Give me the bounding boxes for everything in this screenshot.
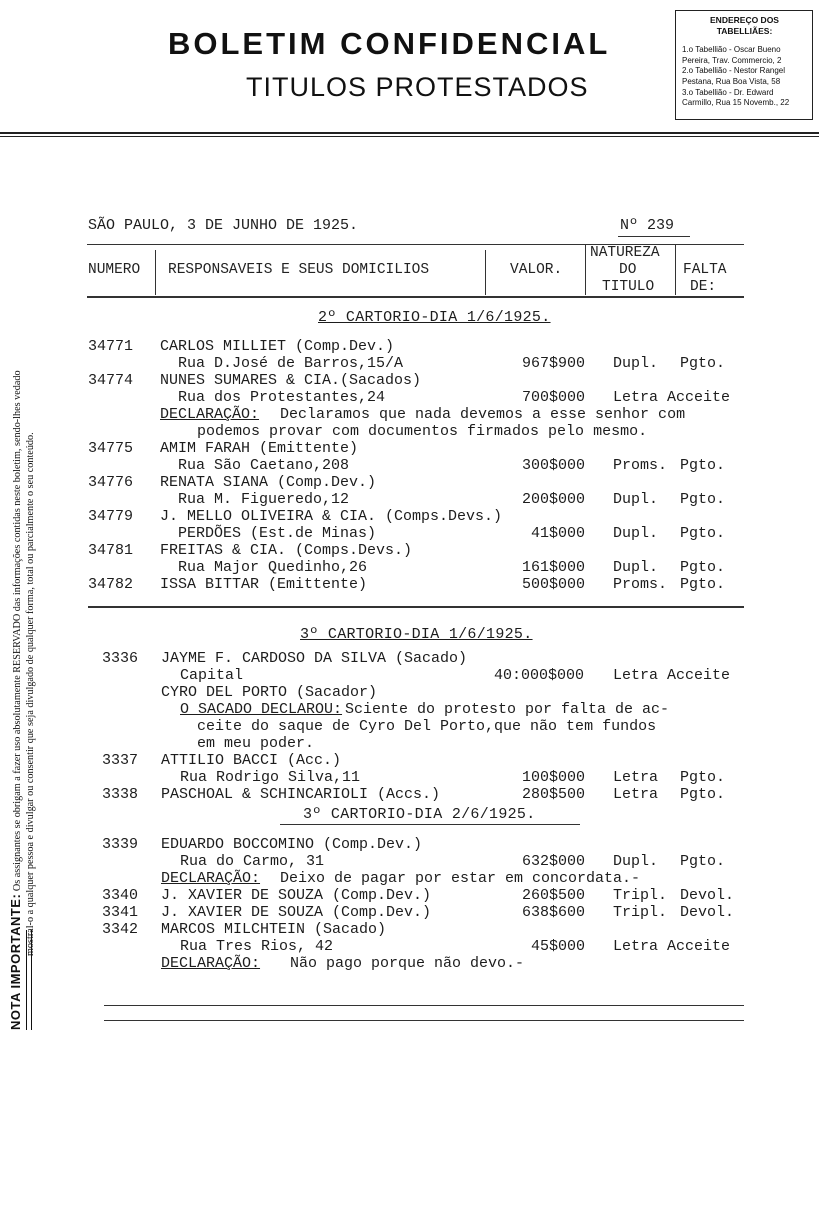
entry-text: CARLOS MILLIET (Comp.Dev.) (160, 338, 395, 355)
entry-type: Letra (613, 786, 659, 803)
entry-reason: Pgto. (680, 457, 726, 474)
entry-text: RENATA SIANA (Comp.Dev.) (160, 474, 377, 491)
section-title-underline (280, 824, 580, 825)
entry-value: 161$000 (522, 559, 586, 576)
closing-rule (104, 1005, 744, 1006)
entry-number: 34779 (88, 508, 134, 525)
entry-text: Capital (180, 667, 244, 684)
notary-addresses-box (675, 10, 813, 120)
declaration-text: Declaramos que nada devemos a esse senhor com (280, 406, 686, 423)
declaration-label: DECLARAÇÃO: (161, 955, 261, 972)
section-title: 3º CARTORIO-DIA 2/6/1925. (303, 806, 536, 823)
entry-number: 34782 (88, 576, 134, 593)
entry-reason: Devol. (680, 887, 735, 904)
col-natureza-2: DO (619, 262, 637, 278)
entry-value: 41$000 (531, 525, 586, 542)
declaration-label: DECLARAÇÃO: (160, 406, 260, 423)
dateline: SÃO PAULO, 3 DE JUNHO DE 1925. (88, 217, 359, 234)
notary-address-line: Carmillo, Rua 15 Novemb., 22 (682, 98, 790, 108)
bulletin-title: BOLETIM CONFIDENCIAL (168, 26, 611, 61)
entry-number: 3336 (102, 650, 139, 667)
entry-reason: Pgto. (680, 786, 726, 803)
entry-number: 3338 (102, 786, 139, 803)
entry-value: 300$000 (522, 457, 586, 474)
entry-value: 700$000 (522, 389, 586, 406)
entry-reason: Pgto. (680, 769, 726, 786)
entry-value: 200$000 (522, 491, 586, 508)
notary-address-line: Pestana, Rua Boa Vista, 58 (682, 76, 781, 86)
entry-value: 632$000 (522, 853, 586, 870)
entry-value: 40:000$000 (494, 667, 585, 684)
entry-type: Letra Acceite (613, 938, 731, 955)
entry-text: J. XAVIER DE SOUZA (Comp.Dev.) (161, 887, 432, 904)
entry-text: J. MELLO OLIVEIRA & CIA. (Comps.Devs.) (160, 508, 503, 525)
entry-type: Tripl. (613, 904, 668, 921)
entry-type: Dupl. (613, 355, 659, 372)
notary-address-line: 3.o Tabellião - Dr. Edward (682, 87, 774, 97)
entry-text: Rua dos Protestantes,24 (178, 389, 386, 406)
col-responsaveis: RESPONSAVEIS E SEUS DOMICILIOS (168, 262, 430, 278)
entry-number: 34776 (88, 474, 134, 491)
entry-text: EDUARDO BOCCOMINO (Comp.Dev.) (161, 836, 423, 853)
declaration-label: DECLARAÇÃO: (161, 870, 261, 887)
entry-text: CYRO DEL PORTO (Sacador) (161, 684, 378, 701)
col-falta-1: FALTA (683, 262, 727, 278)
entry-number: 3340 (102, 887, 139, 904)
declaration-text: em meu poder. (197, 735, 315, 752)
closing-rule (104, 1020, 744, 1021)
entry-type: Letra (613, 769, 659, 786)
entry-number: 3341 (102, 904, 139, 921)
entry-text: FREITAS & CIA. (Comps.Devs.) (160, 542, 413, 559)
entry-text: NUNES SUMARES & CIA.(Sacados) (160, 372, 422, 389)
entry-number: 34774 (88, 372, 134, 389)
entry-type: Dupl. (613, 491, 659, 508)
bulletin-number-underline (618, 236, 690, 237)
entry-number: 34771 (88, 338, 134, 355)
entry-value: 638$600 (522, 904, 586, 921)
entry-text: AMIM FARAH (Emittente) (160, 440, 359, 457)
entry-text: PASCHOAL & SCHINCARIOLI (Accs.) (161, 786, 441, 803)
entry-type: Letra Acceite (613, 389, 731, 406)
declaration-text: podemos provar com documentos firmados pelo mesmo. (197, 423, 648, 440)
col-natureza-3: TITULO (602, 279, 655, 295)
bulletin-number: Nº 239 (620, 217, 675, 234)
section-title: 2º CARTORIO-DIA 1/6/1925. (318, 309, 551, 326)
notary-address-line: 1.o Tabellião - Oscar Bueno (682, 45, 781, 55)
note-bar-decoration (26, 930, 32, 1030)
col-natureza-1: NATUREZA (590, 245, 660, 261)
header-rule-thin (0, 136, 819, 137)
header-rule (0, 132, 819, 134)
entry-text: PERDÕES (Est.de Minas) (178, 525, 377, 542)
entry-number: 3337 (102, 752, 139, 769)
entry-reason: Pgto. (680, 525, 726, 542)
entry-type: Letra Acceite (613, 667, 731, 684)
important-note (10, 210, 40, 1030)
entry-reason: Devol. (680, 904, 735, 921)
table-header-bottom-rule (87, 296, 744, 298)
entry-text: J. XAVIER DE SOUZA (Comp.Dev.) (161, 904, 432, 921)
entry-text: MARCOS MILCHTEIN (Sacado) (161, 921, 387, 938)
entry-text: Rua São Caetano,208 (178, 457, 350, 474)
col-divider (585, 245, 586, 295)
declaration-text: Deixo de pagar por estar em concordata.- (280, 870, 641, 887)
entry-type: Dupl. (613, 559, 659, 576)
entry-text: Rua Tres Rios, 42 (180, 938, 334, 955)
entry-value: 967$900 (522, 355, 586, 372)
entry-text: ATTILIO BACCI (Acc.) (161, 752, 342, 769)
entry-value: 280$500 (522, 786, 586, 803)
col-divider (485, 250, 486, 295)
declaration-label: O SACADO DECLAROU: (180, 701, 343, 718)
section-rule (88, 606, 744, 608)
entry-type: Dupl. (613, 525, 659, 542)
notary-addresses-heading: ENDEREÇO DOS TABELLIÃES: (710, 15, 779, 36)
entry-reason: Pgto. (680, 853, 726, 870)
declaration-text: ceite do saque de Cyro Del Porto,que não tem fundos (197, 718, 657, 735)
entry-reason: Pgto. (680, 355, 726, 372)
notary-address-line: Pereira, Trav. Commercio, 2 (682, 55, 782, 65)
entry-reason: Pgto. (680, 491, 726, 508)
entry-type: Dupl. (613, 853, 659, 870)
entry-number: 3339 (102, 836, 139, 853)
entry-number: 34781 (88, 542, 134, 559)
entry-type: Tripl. (613, 887, 668, 904)
notary-address-line: 2.o Tabellião - Nestor Rangel (682, 66, 786, 76)
entry-text: Rua Rodrigo Silva,11 (180, 769, 361, 786)
col-divider (675, 245, 676, 295)
declaration-text: Não pago porque não devo.- (290, 955, 525, 972)
entry-type: Proms. (613, 457, 668, 474)
col-valor: VALOR. (510, 262, 563, 278)
entry-reason: Pgto. (680, 559, 726, 576)
entry-number: 34775 (88, 440, 134, 457)
bulletin-subtitle: TITULOS PROTESTADOS (246, 72, 589, 102)
important-note-line-1: Os assignantes se obrigam a fazer uso absolutamente RESERVADO das informações contidas neste boletim, sendo-lhes vedado (12, 370, 23, 892)
entry-text: Rua M. Figueredo,12 (178, 491, 350, 508)
entry-value: 45$000 (531, 938, 586, 955)
entry-text: JAYME F. CARDOSO DA SILVA (Sacado) (161, 650, 468, 667)
section-title: 3º CARTORIO-DIA 1/6/1925. (300, 626, 533, 643)
col-falta-2: DE: (690, 279, 717, 295)
declaration-text: Sciente do protesto por falta de ac- (345, 701, 670, 718)
important-note-line-2: mostral-o a qualquer pessoa e divulgar ou consentir que seja divulgado de qualquer forma, total ou parcialmente o seu conteúdo. (24, 432, 36, 956)
entry-text: Rua do Carmo, 31 (180, 853, 325, 870)
entry-value: 260$500 (522, 887, 586, 904)
entry-text: Rua Major Quedinho,26 (178, 559, 368, 576)
entry-text: ISSA BITTAR (Emittente) (160, 576, 368, 593)
entry-type: Proms. (613, 576, 668, 593)
entry-reason: Pgto. (680, 576, 726, 593)
entry-value: 100$000 (522, 769, 586, 786)
important-note-label: NOTA IMPORTANTE: (8, 893, 23, 1030)
entry-text: Rua D.José de Barros,15/A (178, 355, 404, 372)
col-divider (155, 250, 156, 295)
col-numero: NUMERO (88, 262, 141, 278)
entry-value: 500$000 (522, 576, 586, 593)
entry-number: 3342 (102, 921, 139, 938)
